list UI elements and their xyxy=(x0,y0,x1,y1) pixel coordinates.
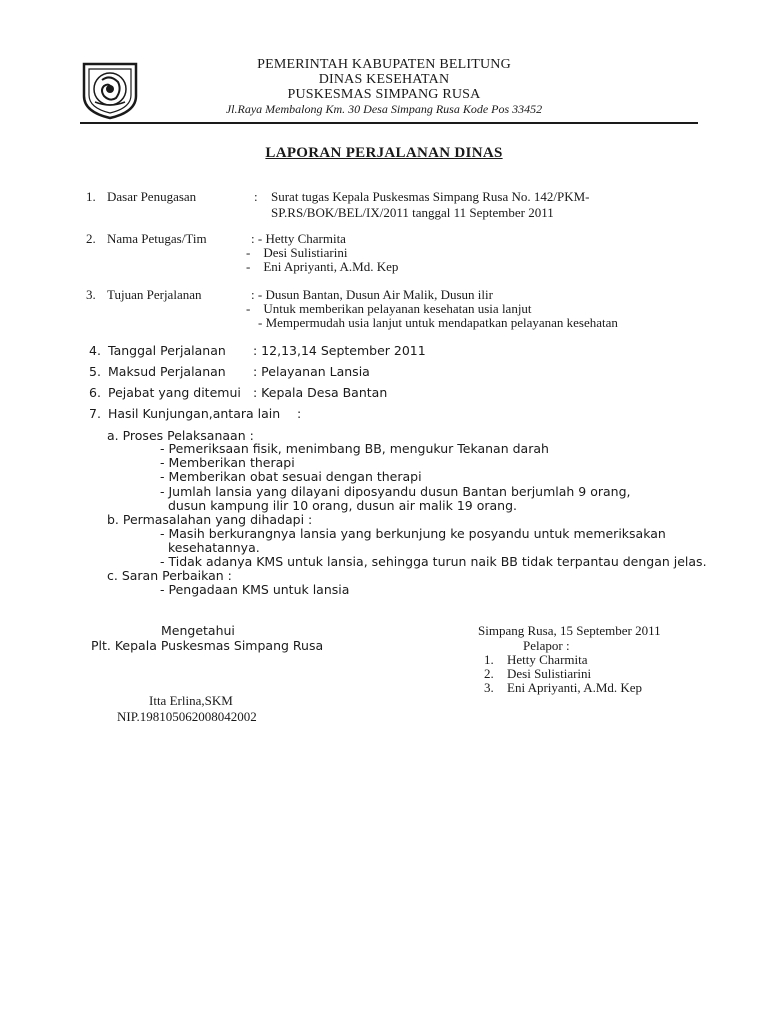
section-a-point-4: - Jumlah lansia yang dilayani diposyandu dusun Bantan berjumlah 9 orang, xyxy=(160,484,631,499)
section-b-title: b. Permasalahan yang dihadapi : xyxy=(107,512,313,527)
reporter-3-name: Eni Apriyanti, A.Md. Kep xyxy=(507,680,643,695)
item-4-number: 4. xyxy=(89,343,101,358)
item-1-number: 1. xyxy=(86,189,96,204)
section-b-point-1: - Masih berkurangnya lansia yang berkunjung ke posyandu untuk memeriksakan xyxy=(160,526,666,541)
item-2-member-1: : - Hetty Charmita xyxy=(251,231,346,246)
sign-left-name: Itta Erlina,SKM xyxy=(149,693,233,708)
section-b-point-1-cont: kesehatannya. xyxy=(168,540,260,555)
header-puskesmas: PUSKESMAS SIMPANG RUSA xyxy=(287,87,481,102)
section-a-title: a. Proses Pelaksanaan : xyxy=(107,428,254,443)
item-7-number: 7. xyxy=(89,406,101,421)
section-a-point-4-cont: dusun kampung ilir 10 orang, dusun air malik 19 orang. xyxy=(168,498,517,513)
reporter-3-number: 3. xyxy=(484,680,494,695)
section-c-point-1: - Pengadaan KMS untuk lansia xyxy=(160,582,350,597)
document-title: LAPORAN PERJALANAN DINAS xyxy=(265,145,503,161)
item-1-value-cont: SP.RS/BOK/BEL/IX/2011 tanggal 11 September 2011 xyxy=(271,205,554,220)
item-3-number: 3. xyxy=(86,287,96,302)
item-6-label: Pejabat yang ditemui xyxy=(108,385,241,400)
item-2-number: 2. xyxy=(86,231,96,246)
item-2-member-3: - Eni Apriyanti, A.Md. Kep xyxy=(246,259,399,274)
header-government: PEMERINTAH KABUPATEN BELITUNG xyxy=(257,57,511,72)
reporter-1-name: Hetty Charmita xyxy=(507,652,588,667)
sign-left-role: Plt. Kepala Puskesmas Simpang Rusa xyxy=(91,638,324,653)
item-1-value: Surat tugas Kepala Puskesmas Simpang Rusa No. 142/PKM- xyxy=(271,189,590,204)
item-7-label: Hasil Kunjungan,antara lain xyxy=(108,406,281,421)
section-c-title: c. Saran Perbaikan : xyxy=(107,568,232,583)
item-7-colon: : xyxy=(297,406,302,421)
section-b-point-2: - Tidak adanya KMS untuk lansia, sehingga turun naik BB tidak terpantau dengan jelas. xyxy=(160,554,707,569)
item-2-label: Nama Petugas/Tim xyxy=(107,231,207,246)
header-divider xyxy=(80,122,698,124)
header-address: Jl.Raya Membalong Km. 30 Desa Simpang Rusa Kode Pos 33452 xyxy=(225,102,543,116)
item-5-value: : Pelayanan Lansia xyxy=(253,364,370,379)
item-4-value: : 12,13,14 September 2011 xyxy=(253,343,426,358)
item-3-purpose-1: : - Dusun Bantan, Dusun Air Malik, Dusun ilir xyxy=(251,287,493,302)
sign-left-known: Mengetahui xyxy=(161,623,235,638)
sign-right-place-date: Simpang Rusa, 15 September 2011 xyxy=(478,623,661,638)
header-department: DINAS KESEHATAN xyxy=(318,72,450,87)
reporter-2-name: Desi Sulistiarini xyxy=(507,666,592,681)
item-1-label: Dasar Penugasan xyxy=(107,189,197,204)
item-1-colon: : xyxy=(254,189,258,204)
item-6-value: : Kepala Desa Bantan xyxy=(253,385,388,400)
item-5-number: 5. xyxy=(89,364,101,379)
item-6-number: 6. xyxy=(89,385,101,400)
item-5-label: Maksud Perjalanan xyxy=(108,364,226,379)
sign-left-nip: NIP.198105062008042002 xyxy=(117,709,257,724)
reporter-2-number: 2. xyxy=(484,666,494,681)
section-a-point-2: - Memberikan therapi xyxy=(160,455,295,470)
item-4-label: Tanggal Perjalanan xyxy=(108,343,226,358)
item-3-label: Tujuan Perjalanan xyxy=(107,287,202,302)
sign-right-role: Pelapor : xyxy=(523,638,570,653)
section-a-point-1: - Pemeriksaan fisik, menimbang BB, mengukur Tekanan darah xyxy=(160,441,549,456)
item-2-member-2: - Desi Sulistiarini xyxy=(246,245,348,260)
item-3-purpose-3: - Mempermudah usia lanjut untuk mendapatkan pelayanan kesehatan xyxy=(258,315,618,330)
reporter-1-number: 1. xyxy=(484,652,494,667)
item-3-purpose-2: - Untuk memberikan pelayanan kesehatan usia lanjut xyxy=(246,301,532,316)
section-a-point-3: - Memberikan obat sesuai dengan therapi xyxy=(160,469,422,484)
